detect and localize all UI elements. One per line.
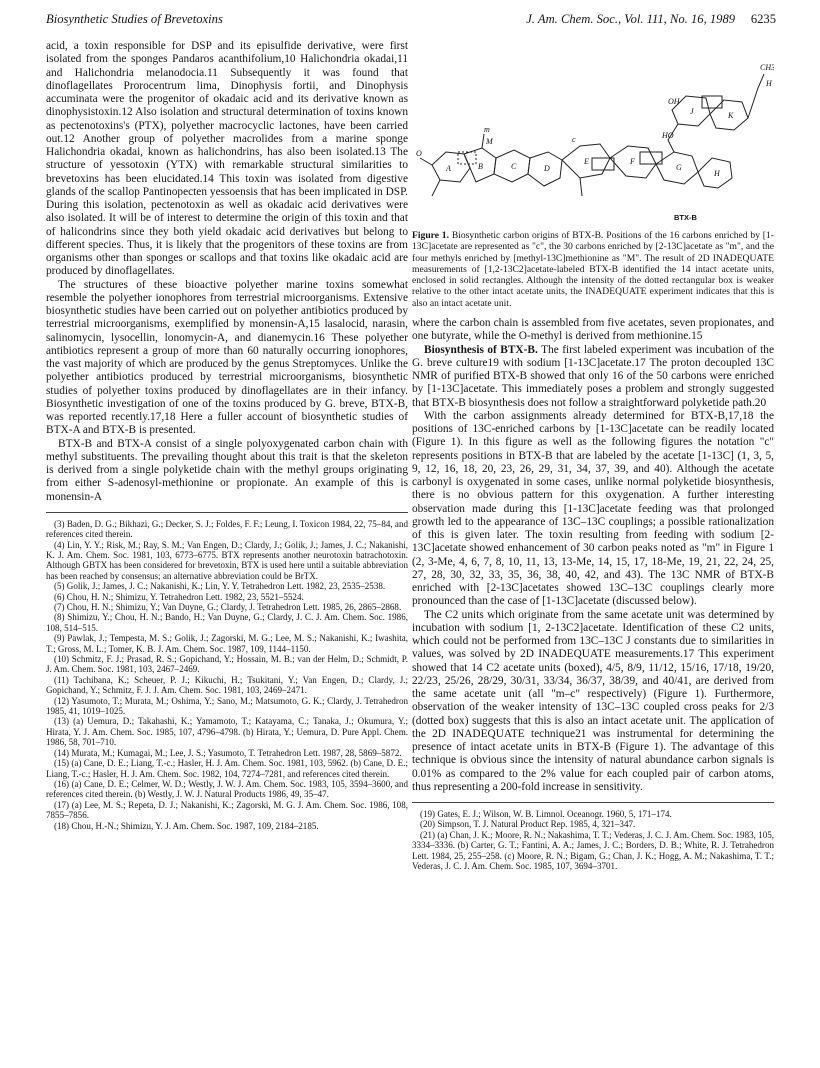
atom-label-o: O — [416, 149, 422, 158]
journal-name: J. Am. Chem. Soc., Vol. 111, No. 16, 1989 — [526, 12, 736, 26]
caption-label: Figure 1. — [412, 230, 449, 241]
caption-text: Biosynthetic carbon origins of BTX-B. Positions of the 16 carbons enriched by [1-13C]acetate are represented as "c", the 30 carbons enriched by [2-13C]acetate as "m", and the four methyls enriched by [methyl-13C]methionine as "M". The result of 2D INADEQUATE measurements of [1,2-13C2]acetate-labeled BTX-B identified the 14 intact acetate units, enclosed in solid rectangles. Although the intensity of the dotted rectangular box is weaker relative to the other intact acetate units, the INADEQUATE experiment indicates that this is also an intact acetate unit. — [412, 230, 774, 309]
ring-label-b: B — [478, 162, 483, 171]
reference-item: (16) (a) Cane, D. E.; Celmer, W. D.; Westly, J. W. J. Am. Chem. Soc. 1983, 105, 3594–3600, and references cited therein. (b) Westly, J. W. J. Natural Products 1986, 49, 35–47. — [46, 778, 408, 800]
ring-label-h: H — [714, 169, 720, 178]
body-paragraph: BTX-B and BTX-A consist of a single polyoxygenated carbon chain with methyl substituents. The prevailing thought about this trait is that the skeleton is derived from a single polyketide chain with the methyl groups originating from either S-adenosyl-methionine or propionate. An example of this is monensin-A — [46, 437, 408, 503]
reference-item: (15) (a) Cane, D. E.; Liang, T.-c.; Hasler, H. J. Am. Chem. Soc. 1981, 103, 5962. (b) Cane, D. E.; Liang, T.-c.; Hasler, H. J. Am. Chem. Soc. 1982, 104, 7274–7281, and references cited therein. — [46, 758, 408, 779]
body-paragraph: The structures of these bioactive polyether marine toxins somewhat resemble the polyether ionophores from terrestrial microorganisms. Extensive biosynthetic studies have been carried out on polyether antibiotics produced by terrestrial microorganisms, exemplified by monensin-A,15 lasalocid, narasin, salinomycin, lysocellin, lonomycin-A, and dianemycin.16 These polyether antibiotics represent a group of more than 60 naturally occurring ionophores, the vast majority of which are produced by the genus Streptomyces. Unlike the polyether antibiotics produced by terrestrial microorganisms, biosynthetic studies of polyether toxins produced by dinoflagellates are in their infancy. Biosynthetic investigation of one of the toxins produced by G. breve, BTX-B, was reported recently.17,18 Here a fuller account of biosynthetic studies of BTX-A and BTX-B is presented. — [46, 278, 408, 437]
reference-item: (11) Tachibana, K.; Scheuer, P. J.; Kikuchi, H.; Tsukitani, Y.; Van Engen, D.; Clardy, J.; Gopichand, Y.; Schmitz, F. J. J. Am. Chem. Soc. 1981, 103, 2469–2471. — [46, 674, 408, 696]
section-paragraph — [412, 344, 774, 410]
methyl-bond — [580, 178, 582, 196]
carbonyl-bond — [432, 180, 440, 196]
figure-caption — [412, 230, 774, 309]
body-paragraph: where the carbon chain is assembled from five acetates, seven propionates, and one butyrate, while the O-methyl is derived from methionine.15 — [412, 317, 774, 343]
body-text: The first labeled experiment was incubation of the G. breve culture19 with sodium [1-13C]acetate.17 The proton decoupled 13C NMR of purified BTX-B showed that only 16 of the 50 carbons were enriched by [1-13C]acetate. This immediately poses a problem and strongly suggested that BTX-B biosynthesis does not follow a straightforward polyketide path.20 — [412, 343, 774, 409]
reference-item: (9) Pawlak, J.; Tempesta, M. S.; Golik, J.; Zagorski, M. G.; Lee, M. S.; Nakanishi, K.; Iwashita, T.; Gross, M. L.; Tomer, K. B. J. Am. Chem. Soc. 1987, 109, 1144–1150. — [46, 633, 408, 654]
running-title: Biosynthetic Studies of Brevetoxins — [46, 12, 223, 26]
ring-label-e: E — [584, 157, 589, 166]
acetate-box — [592, 158, 614, 170]
compound-label: BTX-B — [674, 213, 697, 222]
footnote-divider — [46, 512, 408, 513]
atom-label-c: c — [572, 135, 576, 144]
atom-label-m: m — [484, 125, 490, 134]
reference-item: (19) Gates, E. J.; Wilson, W. B. Limnol. Oceanogr. 1960, 5, 171–174. — [420, 809, 672, 820]
reference-list — [46, 512, 408, 831]
body-paragraph: acid, a toxin responsible for DSP and its episulfide derivative, were first isolated from the sponges Pandaros acanthifolium,10 Halichondria okadai,11 and Halichondria melanodocia.11 Subsequently it was found that dinoflagellates Prorocentrum lima, Dinophysis fortii, and Dinophysis accuminata were the progenitor of okadaic acid and its derivative known as dinophysistoxin.12 Also isolation and structural determination of toxins known as pectenotoxins's (PTX), polyether macrocyclic lactones, have been carried out.12 Another group of polyether macrolides from a marine sponge Halichondria okadai, known as halichondrins, has also been isolated.13 The structure of yessotoxin (YTX) with remarkable structural similarities to brevetoxins has been elucidated.14 This toxin was isolated from digestive glands of the scallop Pantinopecten yessoensis that has been implicated in DSP. During this isolation, pectenotoxin as well as okadaic acid derivatives were also isolated. It will be of interest to determine the origin of this toxin and that of halicondrins since they both yield okadaic acid derivatives but belong to different species. Thus, it is likely that the progenitors of these toxins are from organisms other than sponges or scallops and that toxins like okadaic acid are produced by dinoflagellates. — [46, 40, 408, 278]
atom-label-h: H — [766, 79, 772, 88]
left-column — [46, 40, 408, 831]
reference-item: (12) Yasumoto, T.; Murata, M.; Oshima, Y.; Sano, M.; Matsumoto, G. K.; Clardy, J. Tetrahedron 1985, 41, 1019–1025. — [46, 695, 408, 717]
section-heading: Biosynthesis of BTX-B. — [424, 343, 538, 356]
reference-item: (21) (a) Chan, J. K.; Moore, R. N.; Nakashima, T. T.; Vederas, J. C. J. Am. Chem. Soc. 1983, 105, 3334–3336. (b) Carter, G. T.; Fantini, A. A.; James, J. C.; Borders, D. B.; White, R. J. Tetrahedron Lett. 1984, 25, 255–258. (c) Moore, R. N.; Bigam, G.; Chan, J. K.; Hogg, A. M.; Nakashima, T. T.; Vederas, J. C. J. Am. Chem. Soc. 1985, 107, 3694–3701. — [412, 829, 774, 872]
body-paragraph: The C2 units which originate from the same acetate unit was determined by incubation with sodium [1, 2-13C2]acetate. Identification of these C2 units, which could not be performed from 13C–13C J constants due to similarities in values, was solved by 2D INADEQUATE measurements.17 This experiment showed that 14 C2 acetate units (boxed), 4/5, 8/9, 11/12, 15/16, 17/18, 19/20, 22/23, 25/26, 28/29, 30/31, 33/34, 36/37, 38/39, and 40/41, are derived from the same acetate unit (all "m–c" respectively) (Figure 1). Furthermore, observation of the weaker intensity of 13C–13C coupled cross peaks for 2/3 (dotted box) suggests that this is also an intact acetate unit. The application of the 2D INADEQUATE technique21 was instrumental for determining the presence of intact acetate units in BTX-B (Figure 1). The advantage of this technique is obvious since the intensity of natural abundance carbon signals is 0.01% as compared to the 2% value for each coupled pair of carbon atoms, thus representing a 200-fold increase in sensitivity. — [412, 608, 774, 793]
ring-label-d: D — [544, 164, 550, 173]
ring-label-j: J — [690, 107, 694, 116]
running-header — [46, 12, 776, 32]
body-paragraph: With the carbon assignments already determined for BTX-B,17,18 the positions of 13C-enriched carbons by [1-13C]acetate can be readily located (Figure 1). In this figure as well as the following figures the notation "c" represents positions in BTX-B that are labeled by the acetate [1-13C] (1, 3, 5, 9, 12, 16, 18, 20, 23, 26, 29, 31, 34, 37, 39, and 40). Although the acetate carbonyl is oxygenated in some cases, unlike normal polyketide biosynthesis, there is no obvious pattern for this oxygenation. A further interesting observation made during this [1-13C]acetate feeding was that prolonged growth led to the appearance of 13C–13C couplings; a possible rationalization of this is given later. The toxin resulting from feeding with sodium [2-13C]acetate showed enhancement of 30 carbon peaks noted as "m" in Figure 1 (2, 3-Me, 4, 6, 7, 8, 10, 11, 13, 13-Me, 14, 15, 17, 18-Me, 19, 21, 22, 24, 25, 27, 28, 30, 32, 33, 35, 36, 38, 40, 42, and 43). The 13C NMR of BTX-B enriched with [2-13C]acetates showed 13C–13C couplings clearly more pronounced than the case of [1-13C]acetate (discussed below). — [412, 409, 774, 608]
ring-a — [432, 152, 470, 182]
reference-item: (3) Baden, D. G.; Bikhazi, G.; Decker, S. J.; Foldes, F. F.; Leung, I. Toxicon 1984, 22, 75–84, and references cited therein. — [46, 518, 408, 540]
methyl-bond — [482, 134, 484, 148]
ring-label-c: C — [511, 162, 517, 171]
page-number: 6235 — [750, 12, 776, 26]
journal-citation — [526, 12, 776, 27]
reference-item: (17) (a) Lee, M. S.; Repeta, D. J.; Nakanishi, K.; Zagorski, M. G. J. Am. Chem. Soc. 1986, 108, 7855–7856. — [46, 799, 408, 821]
reference-item: (7) Chou, H. N.; Shimizu, Y.; Van Duyne, G.; Clardy, J. Tetrahedron Lett. 1985, 26, 2865–2868. — [54, 602, 402, 612]
reference-item: (14) Murata, M.; Kumagai, M.; Lee, J. S.; Yasumoto, T. Tetrahedron Lett. 1987, 28, 5869–5872. — [54, 747, 402, 758]
footnote-divider — [412, 802, 774, 803]
ring-label-a: A — [446, 164, 451, 173]
reference-item: (8) Shimizu, Y.; Chou, H. N.; Bando, H.; Van Duyne, G.; Clardy, J. C. J. Am. Chem. Soc. 1986, 108, 514–515. — [46, 612, 408, 633]
lactone-bond — [420, 158, 432, 165]
reference-item: (13) (a) Uemura, D.; Takahashi, K.; Yamamoto, T.; Katayama, C.; Tanaka, J.; Okumura, Y.; Hirata, Y. J. Am. Chem. Soc. 1985, 107, 4796–4798. (b) Hirata, Y.; Uemura, D. Pure Appl. Chem. 1986, 58, 701–710. — [46, 716, 408, 748]
atom-label-methyl: M — [486, 137, 493, 146]
ring-label-f: F — [630, 157, 635, 166]
figure-1 — [412, 40, 774, 228]
atom-label-ch3: CH3 — [760, 63, 774, 72]
atom-label-oh: OH — [668, 97, 680, 106]
btx-b-structure-diagram — [412, 40, 774, 228]
ring-label-g: G — [676, 163, 682, 172]
atom-label-ho: HO — [662, 131, 674, 140]
reference-item: (4) Lin, Y. Y.; Risk, M.; Ray, S. M.; Van Engen, D.; Clardy, J.; Golik, J.; James, J. C.; Nakanishi, K. J. Am. Chem. Soc. 1981, 103, 6773–6775. BTX represents another neurotoxin batrachotoxin. Although GBTX has been considered for brevetoxin, BTX is used here until a suitable abbreviation has been reached by consensus; an alternative abbreviation could be BrTX. — [46, 539, 408, 581]
right-column — [412, 40, 774, 872]
reference-item: (6) Chou, H. N.; Shimizu, Y. Tetrahedron Lett. 1982, 23, 5521–5524. — [54, 591, 304, 602]
reference-item: (18) Chou, H.-N.; Shimizu, Y. J. Am. Chem. Soc. 1987, 109, 2184–2185. — [54, 820, 319, 831]
reference-item: (20) Simpson, T. J. Natural Product Rep. 1985, 4, 321–347. — [420, 819, 636, 830]
reference-list — [412, 802, 774, 871]
reference-item: (5) Golik, J.; James, J. C.; Nakanishi, K.; Lin, Y. Y. Tetrahedron Lett. 1982, 23, 2535–2538. — [54, 581, 386, 592]
ring-label-k: K — [728, 111, 734, 120]
side-chain — [748, 74, 764, 118]
reference-item: (10) Schmitz, F. J.; Prasad, R. S.; Gopichand, Y.; Hossain, M. B.; van der Helm, D.; Schmidt, P. J. Am. Chem. Soc. 1981, 103, 2467–2469. — [46, 654, 408, 675]
